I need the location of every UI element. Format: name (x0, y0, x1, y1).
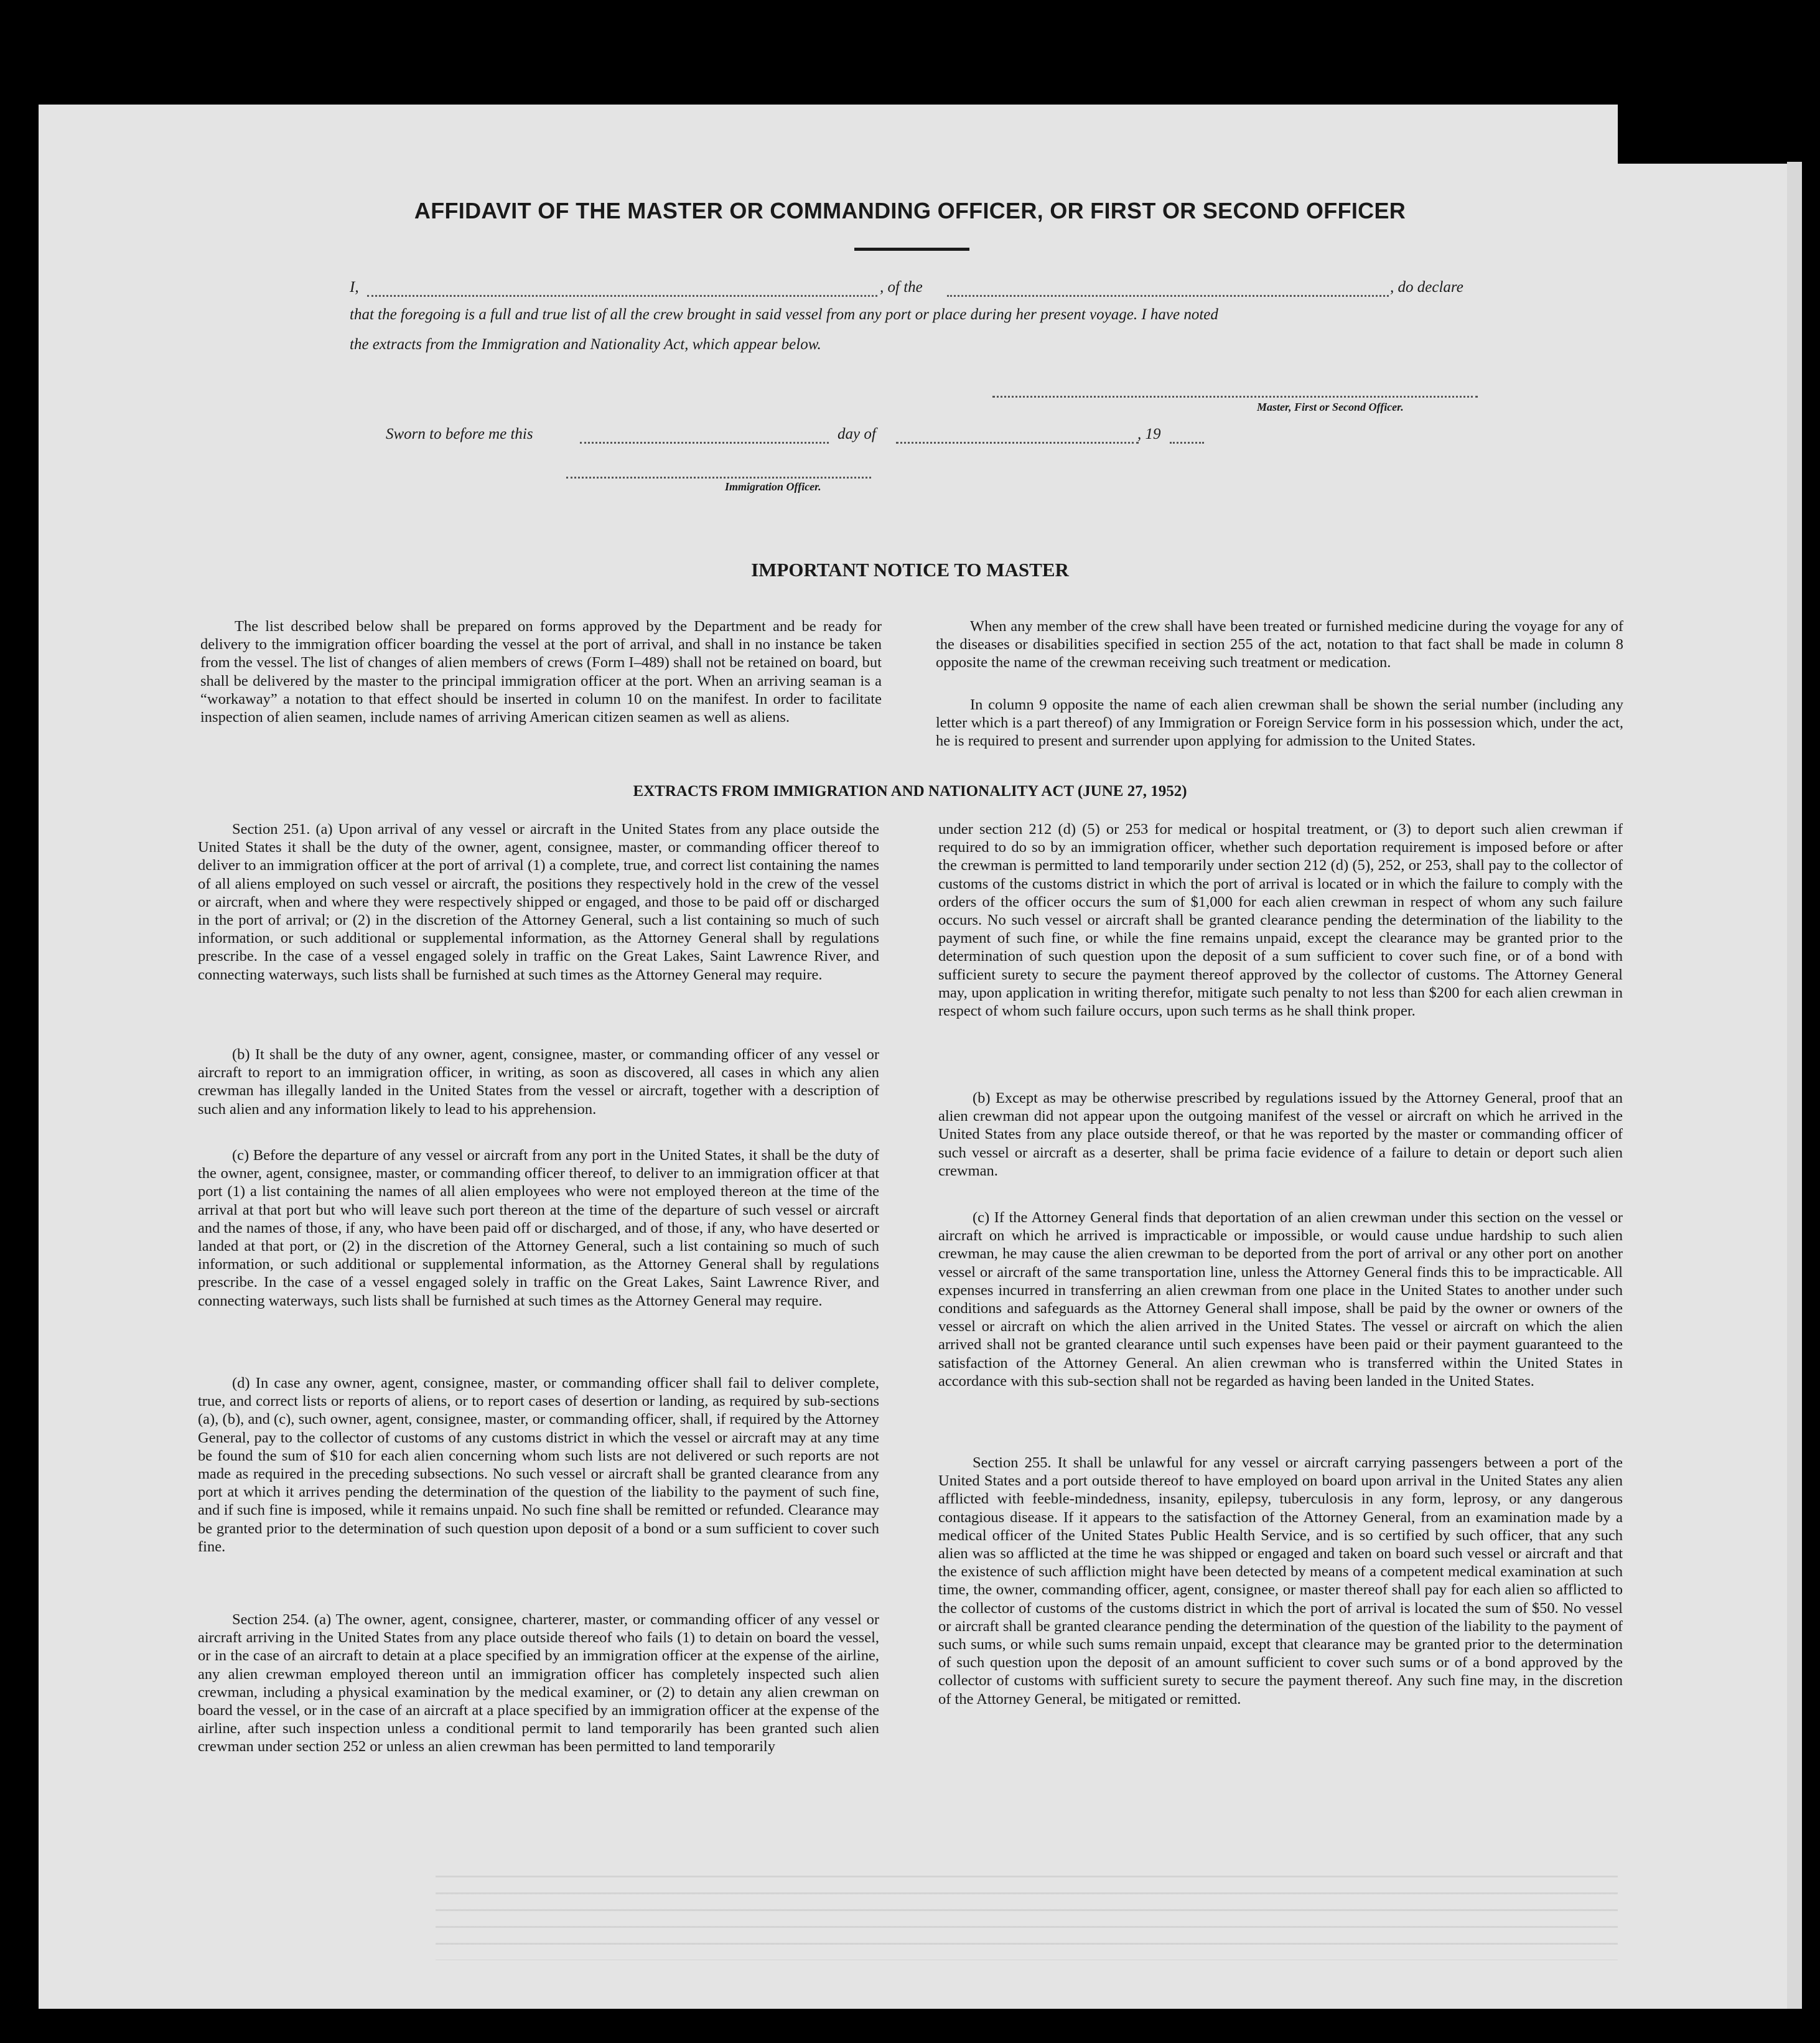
extract-sec254-a-continued: under section 212 (d) (5) or 253 for medical or hospital treatment, or (3) to deport such alien crewman if required to do so by an immigration officer, whether such deportation requirement is imposed before or after the crewman is permitted to land temporarily under section 212 (d) (5), 252, or 253, shall pay to the collector of customs of the customs district in which the port of arrival is located or in which the failure to comply with the orders of the officer occurs the sum of $1,000 for each alien crewman in respect of whom any such failure occurs. No such vessel or aircraft shall be granted clearance pending the determination of the liability to the payment of such fine, or while the fine remains unpaid, except the clearance may be granted prior to the determination of such question upon the deposit of a sum sufficient to cover such fine, or of a bond with sufficient surety to secure the payment thereof approved by the collector of customs. The Attorney General may, upon application in writing therefor, mitigate such penalty to not less than $200 for each alien crewman in respect of whom such failure occurs, upon such terms as he shall think proper. (938, 821, 1623, 1020)
sworn-month-field[interactable] (896, 442, 1139, 444)
extract-sec254-b: (b) Except as may be otherwise prescribed by regulations issued by the Attorney General, proof that an alien crewman did not appear upon the outgoing manifest of the vessel or aircraft on which he arrived in the United States from any place outside thereof, or that he was reported by the master or commanding officer of such vessel or aircraft as a deserter, shall be prima facie evidence of a failure to detain or deport such alien crewman. (938, 1090, 1623, 1179)
extract-sec251-a: Section 251. (a) Upon arrival of any vessel or aircraft in the United States from any place outside the United States it shall be the duty of the owner, agent, consignee, master, or commanding officer thereof to deliver to an immigration officer at the port of arrival (1) a complete, true, and correct list containing the names of all aliens employed on such vessel or aircraft, the positions they respectively hold in the crew of the vessel or aircraft, when and where they were respectively shipped or engaged, and those to be paid off or discharged in the port of arrival; or (2) in the discretion of the Attorney General, such a list containing so much of such information, or such additional or supplemental information, as the Attorney General shall by regulations prescribe. In the case of a vessel engaged solely in traffic on the Great Lakes, Saint Lawrence River, and connecting waterways, such lists shall be furnished at such times as the Attorney General may require. (198, 821, 879, 983)
extract-sec251-d: (d) In case any owner, agent, consignee, master, or commanding officer shall fail to deliver complete, true, and correct lists or reports of aliens, or to report cases of desertion or landing, as required by sub-sections (a), (b), and (c), such owner, agent, consignee, master, or commanding officer, shall, if required by the Attorney General, pay to the collector of customs of any customs district in which the vessel or aircraft may at any time be found the sum of $10 for each alien concerning whom such lists are not delivered or such reports are not made as required in the preceding subsections. No such vessel or aircraft shall be granted clearance from any port at which it arrives pending the determination of the question of the liability to the payment of such fine, and if such fine is imposed, while it remains unpaid. No such fine shall be remitted or refunded. Clearance may be granted prior to the determination of such question upon deposit of a bond or a sum sufficient to cover such fine. (198, 1375, 879, 1555)
officer-signature-label: Immigration Officer. (725, 480, 821, 493)
notice-right-paragraph-1: When any member of the crew shall have been treated or furnished medicine during the voyage for any of the diseases or disabilities specified in section 255 of the act, notation to that fact shall be made in column 8 opposite the name of the crewman receiving such treatment or medication. (936, 618, 1623, 671)
master-signature-field[interactable] (992, 396, 1478, 398)
notice-left-paragraph: The list described below shall be prepared on forms approved by the Department and be ready for delivery to the immigration officer boarding the vessel at the port of arrival, and shall in no instance be taken from the vessel. The list of changes of alien members of crews (Form I–489) shall not be retained on board, but shall be delivered by the master to the principal immigration officer at the port. When an arriving seaman is a “workaway” a notation to that effect should be inserted in column 10 on the manifest. In order to facilitate inspection of alien seamen, include names of arriving American citizen seamen as well as aliens. (200, 618, 882, 726)
notice-title: IMPORTANT NOTICE TO MASTER (751, 559, 1069, 581)
day-of-label: day of (838, 426, 876, 442)
extract-sec251-c: (c) Before the departure of any vessel or aircraft from any port in the United States, it shall be the duty of the owner, agent, consignee, master, or commanding officer thereof, to deliver to an immigration officer at that port (1) a list containing the names of all alien employees who were not employed thereon at the time of the arrival at that port but who will leave such port thereon at the time of the departure of such vessel or aircraft and the names of those, if any, who have been paid off or discharged, and of those, if any, who have deserted or landed at that port, or (2) in the discretion of the Attorney General, such a list containing so much of such information, or such additional or supplemental information, as the Attorney General shall by regulations prescribe. In the case of a vessel engaged solely in traffic on the Great Lakes, Saint Lawrence River, and connecting waterways, such lists shall be furnished at such times as the Attorney General may require. (198, 1147, 879, 1309)
declarant-name-field[interactable] (367, 295, 877, 297)
extracts-title: EXTRACTS FROM IMMIGRATION AND NATIONALITY ACT (JUNE 27, 1952) (633, 783, 1187, 800)
declarant-i-label: I, (350, 279, 359, 296)
extract-sec255: Section 255. It shall be unlawful for any vessel or aircraft carrying passengers between a port of the United States and a port outside thereof to have employed on board upon arrival in the United States any alien afflicted with feeble-mindedness, insanity, epilepsy, tuberculosis in any form, leprosy, or any dangerous contagious disease. If it appears to the satisfaction of the Attorney General, from an examination made by a medical officer of the United States Public Health Service, and is so certified by such officer, that any such alien was so afflicted at the time he was shipped or engaged and taken on board such vessel or aircraft and that the existence of such affliction might have been detected by means of a competent medical examination at such time, the owner, commanding officer, agent, consignee, or master thereof shall pay for each alien so afflicted to the collector of customs of the customs district in which the port of arrival is located the sum of $50. No vessel or aircraft shall be granted clearance pending the determination of the question of the liability to the payment of such sums, or while such sums remain unpaid, except that clearance may be granted prior to the determination of such question upon the deposit of an amount sufficient to cover such sums or of a bond approved by the collector of customs with sufficient surety to secure the payment thereof. Any such fine may, in the discretion of the Attorney General, be mitigated or remitted. (938, 1454, 1623, 1708)
sworn-day-field[interactable] (580, 442, 829, 444)
sworn-year-field[interactable] (1170, 442, 1204, 444)
page-edge-strip (1787, 162, 1802, 2009)
officer-signature-field[interactable] (566, 477, 871, 479)
notice-right-paragraph-2: In column 9 opposite the name of each alien crewman shall be shown the serial number (including any letter which is a part thereof) of any Immigration or Foreign Service form in his possession which, under the act, he is required to present and surrender upon applying for admission to the United States. (936, 696, 1623, 750)
sworn-label: Sworn to before me this (386, 426, 533, 442)
extract-sec254-a: Section 254. (a) The owner, agent, consignee, charterer, master, or commanding officer of any vessel or aircraft arriving in the United States from any place outside thereof who fails (1) to detain on board the vessel, or in the case of an aircraft to detain at a place specified by an immigration officer at the expense of the airline, any alien crewman employed thereon until an immigration officer has completely inspected such alien crewman, including a physical examination by the medical examiner, or (2) to detain any alien crewman on board the vessel, or in the case of an aircraft at a place specified by an immigration officer at the expense of the airline, after such inspection unless a conditional permit to land temporarily has been granted such alien crewman under section 252 or unless an alien crewman has been permitted to land temporarily (198, 1611, 879, 1755)
title-divider (854, 248, 969, 251)
do-declare-label: , do declare (1390, 279, 1463, 296)
declaration-line-2: that the foregoing is a full and true list of all the crew brought in said vessel from any port or place during her present voyage. I have noted (350, 306, 1218, 323)
of-the-label: , of the (880, 279, 923, 296)
year-label: , 19 (1137, 426, 1161, 442)
extract-sec251-b: (b) It shall be the duty of any owner, agent, consignee, master, or commanding officer of any vessel or aircraft to report to an immigration officer, in writing, as soon as discovered, all cases in which any alien crewman has illegally landed in the United States from the vessel or aircraft, together with a description of such alien and any information likely to lead to his apprehension. (198, 1046, 879, 1118)
bleed-through-texture (436, 1861, 1618, 1960)
vessel-name-field[interactable] (947, 295, 1389, 297)
master-signature-label: Master, First or Second Officer. (1257, 401, 1404, 413)
extract-sec254-c: (c) If the Attorney General finds that deportation of an alien crewman under this section on the vessel or aircraft on which he arrived is impracticable or impossible, or would cause undue hardship to such alien crewman, he may cause the alien crewman to be deported from the port of arrival or any other port on another vessel or aircraft of the same transportation line, unless the Attorney General finds this to be impracticable. All expenses incurred in transferring an alien crewman from one place in the United States to another under such conditions and safeguards as the Attorney General shall impose, shall be paid by the owner or owners of the vessel or aircraft on which the alien arrived in the United States. The vessel or aircraft on which the alien arrived shall not be granted clearance until such expenses have been paid or their payment guaranteed to the satisfaction of the Attorney General. An alien crewman who is transferred within the United States in accordance with this sub-section shall not be regarded as having been landed in the United States. (938, 1209, 1623, 1390)
affidavit-title: AFFIDAVIT OF THE MASTER OR COMMANDING OFFICER, OR FIRST OR SECOND OFFICER (414, 198, 1406, 223)
declaration-line-3: the extracts from the Immigration and Nationality Act, which appear below. (350, 336, 821, 353)
page-edge-shadow (1618, 105, 1804, 164)
